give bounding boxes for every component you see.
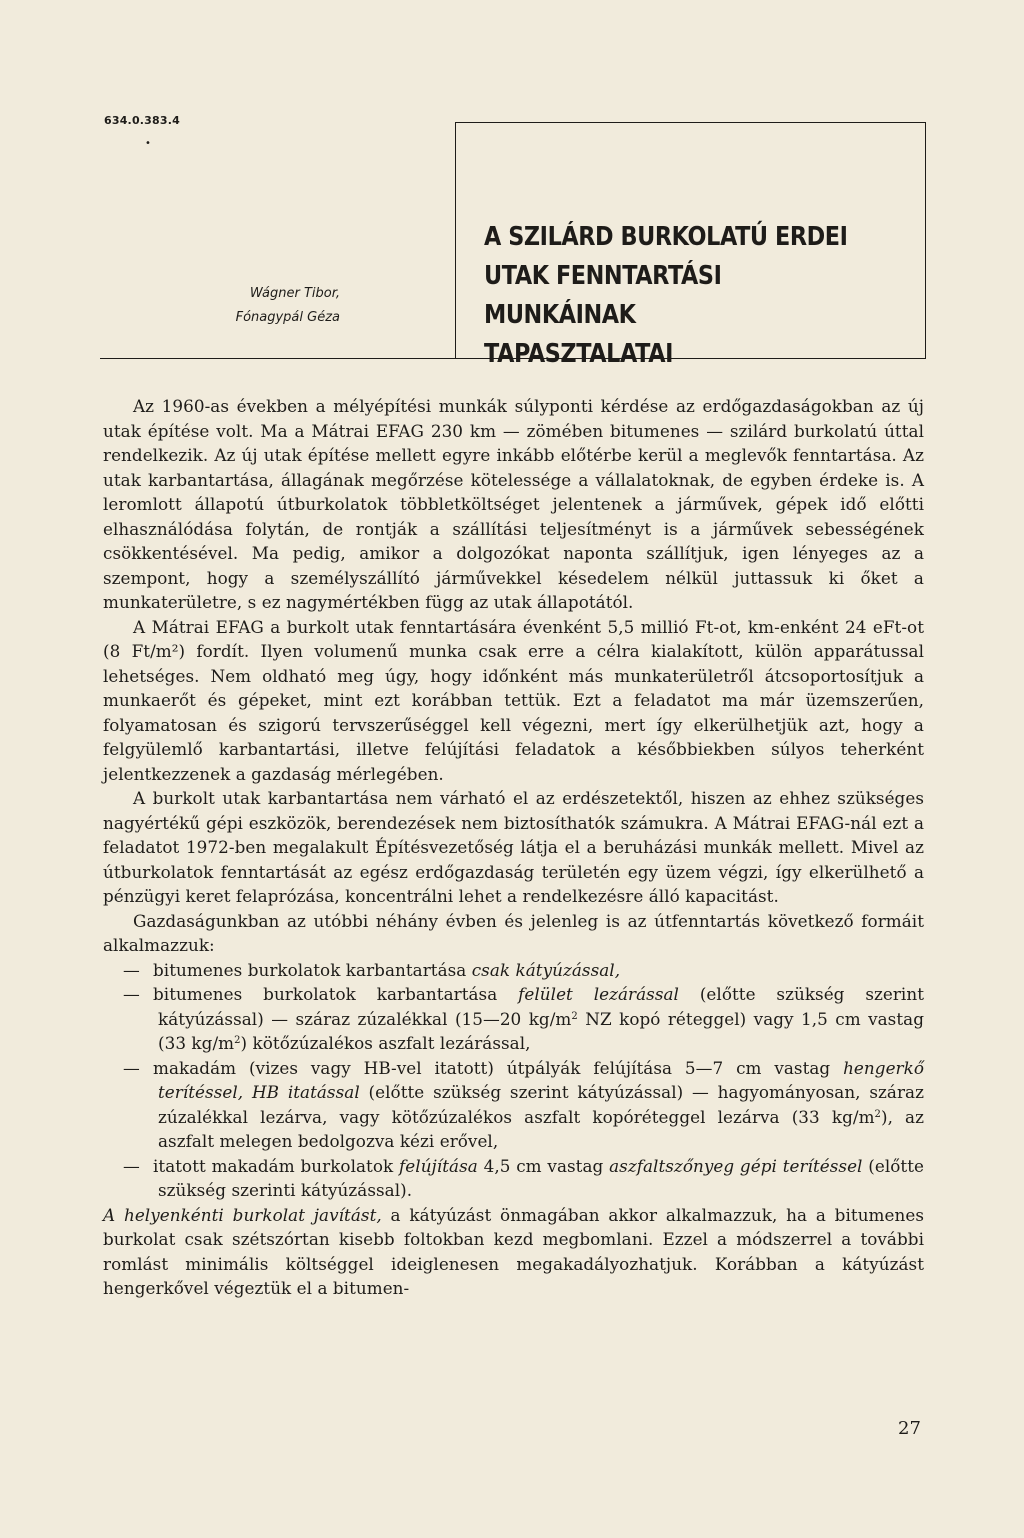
- header-rule-right: [925, 122, 927, 359]
- list-item: — bitumenes burkolatok karbantartása csak kátyúzással,: [103, 958, 924, 983]
- paragraph-2: A Mátrai EFAG a burkolt utak fenntartására évenként 5,5 millió Ft-ot, km-enként 24 eFt-ot (8 Ft/m²) fordít. Ilyen volumenű munka csak erre a célra kialakított, külön apparátussal lehetséges. Nem oldható meg úgy, hogy időnként más munkaterületről átcsoportosítjuk a munkaerőt és gépeket, mint ezt korábban tettük. Ezt a feladatot ma már üzemszerűen, folyamatosan és szigorú tervszerűséggel kell végezni, mert így elkerülhetjük azt, hogy a felgyülemlő karbantartási, illetve felújítási feladatok a későbbiekben súlyos teherként jelentkezzenek a gazdaság mérlegében.: [103, 616, 924, 784]
- paragraph-1: Az 1960-as években a mélyépítési munkák súlyponti kérdése az erdőgazdaságokban az új utak építése volt. Ma a Mátrai EFAG 230 km — zömében bitumenes — szilárd burkolatú úttal rendelkezik. Az új utak építése mellett egyre inkább előtérbe kerül a meglevők fenntartása. Az utak karbantartása, állagának megőrzése kötelessége a vállalatoknak, de egyben érdeke is. A leromlott állapotú útburkolatok többletköltséget jelentenek a járművek, gépek idő előtti elhasználódása folytán, de rontják a szállítási teljesítményt is a járművek sebességének csökkentésével. Ma pedig, amikor a dolgozókat naponta szállítjuk, igen lényeges az a szempont, hogy a személyszállító járművekkel késedelem nélkül juttassuk ki őket a munkaterületre, s ez nagymértékben függ az utak állapotától.: [103, 396, 924, 612]
- list-dash: —: [123, 984, 140, 1004]
- paragraph-4: Gazdaságunkban az utóbbi néhány évben és jelenleg is az útfenntartás következő formáit alkalmazzuk:: [103, 910, 924, 955]
- author-2: Fónagypál Géza: [235, 310, 340, 325]
- article-body: [103, 394, 924, 1301]
- title-line-2: UTAK FENNTARTÁSI MUNKÁINAK: [484, 261, 722, 330]
- maintenance-methods-list: [103, 958, 924, 1203]
- header-rule-divider: [455, 122, 456, 359]
- list-item: — makadám (vizes vagy HB-vel itatott) útpályák felújítása 5—7 cm vastag hengerkő terítéssel, HB itatással (előtte szükség szerint kátyúzással) — hagyományosan, száraz zúzalékkal lezárva, vagy kötőzúzalékos aszfalt kopóréteggel lezárva (33 $kg/m^2$), az aszfalt melegen bedolgozva kézi erővel,: [123, 1057, 924, 1151]
- paragraph-5: A helyenkénti burkolat javítást, a kátyúzást önmagában akkor alkalmazzuk, ha a bitumenes burkolat csak szétszórtan kisebb foltokban kezd megbomlani. Ezzel a módszerrel a további romlást minimális költséggel ideiglenesen megakadályozhatjuk. Korábban a kátyúzást hengerkővel végeztük el a bitumen-: [103, 1204, 924, 1298]
- title-line-1: A SZILÁRD BURKOLATÚ ERDEI: [484, 222, 848, 252]
- list-dash: —: [123, 1057, 140, 1078]
- udc-classification: 634.0.383.4: [104, 114, 180, 127]
- list-item: — itatott makadám burkolatok felújítása 4,5 cm vastag aszfaltszőnyeg gépi terítéssel (előtte szükség szerinti kátyúzással).: [123, 1155, 924, 1200]
- author-1: Wágner Tibor,: [249, 286, 340, 301]
- list-dash: —: [123, 959, 140, 980]
- title-line-3: TAPASZTALATAI: [484, 339, 673, 369]
- list-dash: —: [123, 1155, 140, 1176]
- article-title: [484, 218, 854, 374]
- page-number: 27: [898, 1418, 921, 1439]
- udc-mark: •: [145, 138, 151, 149]
- paragraph-3: A burkolt utak karbantartása nem várható el az erdészetektől, hiszen az ehhez szükséges nagyértékű gépi eszközök, berendezések nem biztosíthatók számukra. A Mátrai EFAG-nál ezt a feladatot 1972-ben megalakult Építésvezetőség látja el a beruházási munkák mellett. Mivel az útburkolatok fenntartását az egész erdőgazdaság területén egy üzem végzi, így elkerülhető a pénzügyi keret felaprózása, koncentrálni lehet a rendelkezésre álló kapacitást.: [103, 788, 924, 906]
- article-authors: [150, 282, 340, 330]
- header-rule-top: [455, 122, 926, 123]
- list-item: — bitumenes burkolatok karbantartása felület lezárással (előtte szükség szerint kátyúzással) — száraz zúzalékkal (15—20 $kg/m^2$ NZ kopó réteggel) vagy 1,5 cm vastag (33 $kg/m^2$) kötőzúzalékos aszfalt lezárással,: [123, 984, 924, 1053]
